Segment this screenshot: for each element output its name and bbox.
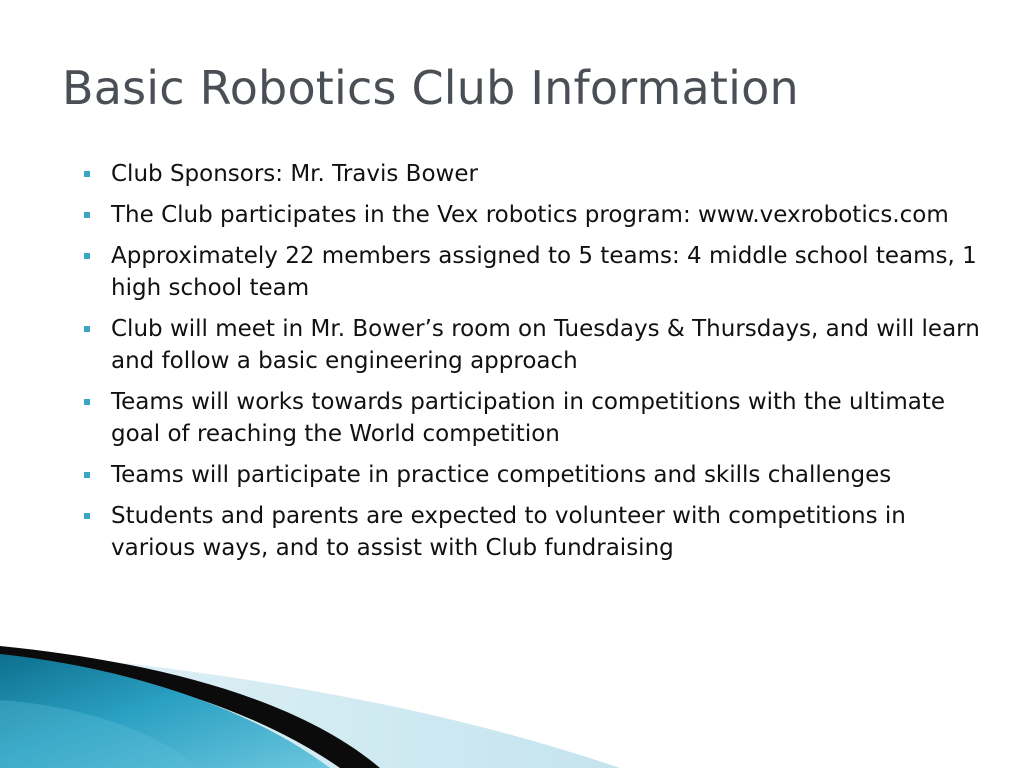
bullet-text: The Club participates in the Vex robotics program: www.vexrobotics.com bbox=[111, 202, 949, 228]
bullet-item bbox=[80, 240, 990, 304]
light-band-shape bbox=[0, 650, 620, 768]
teal-band-shape bbox=[0, 654, 330, 768]
square-bullet-icon bbox=[84, 399, 90, 405]
bullet-item bbox=[80, 459, 990, 491]
bullet-item bbox=[80, 199, 990, 231]
dark-band-shape bbox=[0, 646, 380, 768]
bullet-text: Students and parents are expected to volunteer with competitions in various ways, and to assist with Club fundraising bbox=[111, 503, 906, 561]
bullet-text: Club Sponsors: Mr. Travis Bower bbox=[111, 161, 478, 187]
bullet-item bbox=[80, 386, 990, 450]
bullet-text: Approximately 22 members assigned to 5 teams: 4 middle school teams, 1 high school team bbox=[111, 243, 977, 301]
square-bullet-icon bbox=[84, 472, 90, 478]
square-bullet-icon bbox=[84, 171, 90, 177]
square-bullet-icon bbox=[84, 253, 90, 259]
square-bullet-icon bbox=[84, 326, 90, 332]
bullet-text: Club will meet in Mr. Bower’s room on Tuesdays & Thursdays, and will learn and follow a basic engineering approach bbox=[111, 316, 980, 374]
bullet-list bbox=[80, 158, 990, 573]
bullet-item bbox=[80, 500, 990, 564]
square-bullet-icon bbox=[84, 212, 90, 218]
teal-highlight-shape bbox=[0, 700, 200, 768]
slide-title: Basic Robotics Club Information bbox=[62, 61, 799, 115]
bullet-item bbox=[80, 313, 990, 377]
bullet-text: Teams will works towards participation in competitions with the ultimate goal of reaching the World competition bbox=[111, 389, 946, 447]
bullet-text: Teams will participate in practice competitions and skills challenges bbox=[111, 462, 892, 488]
square-bullet-icon bbox=[84, 513, 90, 519]
bullet-item bbox=[80, 158, 990, 190]
